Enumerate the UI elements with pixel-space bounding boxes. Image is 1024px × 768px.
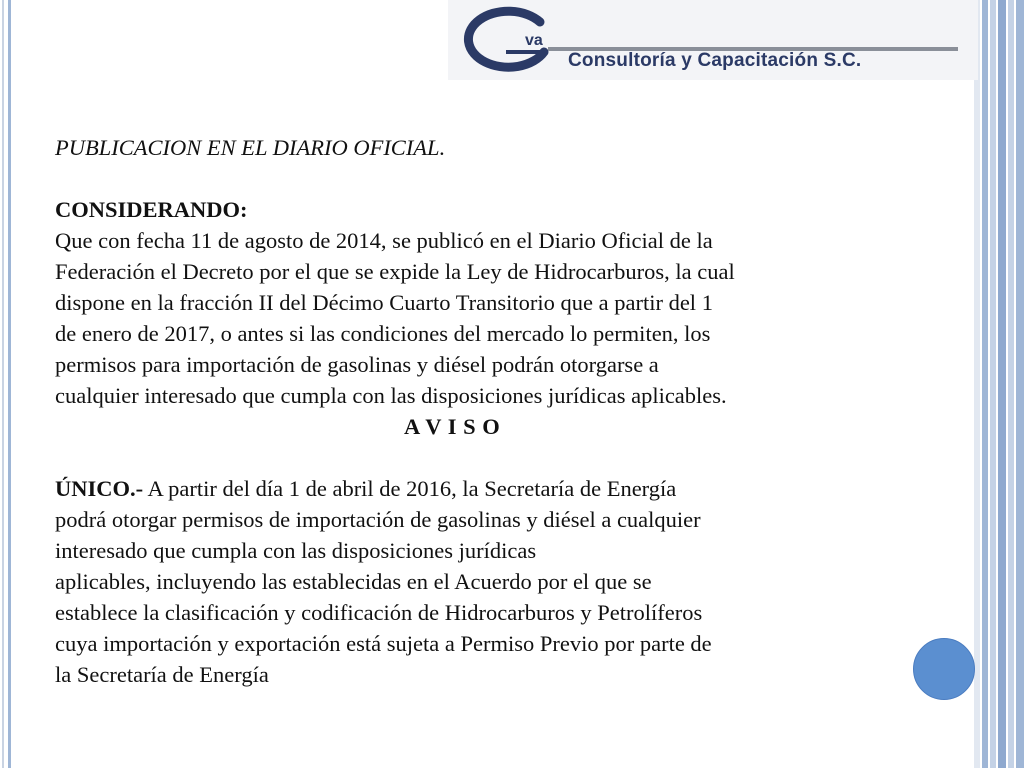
unico-first-line [55,473,955,504]
aviso-heading: A V I S O [404,414,501,439]
unico-line: podrá otorgar permisos de importación de gasolinas y diésel a cualquier [55,507,701,532]
logo-initials: va [525,32,543,49]
unico-first-line-text: A partir del día 1 de abril de 2016, la Secretaría de Energía [143,476,677,501]
considerando-line: de enero de 2017, o antes si las condiciones del mercado lo permiten, los [55,321,711,346]
unico-line: cuya importación y exportación está sujeta a Permiso Previo por parte de [55,631,712,656]
considerando-line: cualquier interesado que cumpla con las disposiciones jurídicas aplicables. [55,383,727,408]
unico-line: la Secretaría de Energía [55,662,269,687]
considerando-line: dispone en la fracción II del Décimo Cuarto Transitorio que a partir del 1 [55,290,713,315]
considerando-heading: CONSIDERANDO: [55,197,248,222]
right-border-decoration [974,0,1024,768]
unico-label: ÚNICO.- [55,476,144,501]
left-border-decoration [0,0,14,768]
considerando-line: Federación el Decreto por el que se expide la Ley de Hidrocarburos, la cual [55,259,735,284]
considerando-line: permisos para importación de gasolinas y diésel podrán otorgarse a [55,352,659,377]
company-logo [448,0,978,80]
unico-line: establece la clasificación y codificación de Hidrocarburos y Petrolíferos [55,600,703,625]
unico-line: interesado que cumpla con las disposiciones jurídicas [55,538,537,563]
company-name: Consultoría y Capacitación S.C. [568,50,862,71]
document-body [55,132,955,690]
unico-line: aplicables, incluyendo las establecidas en el Acuerdo por el que se [55,569,652,594]
publication-heading: PUBLICACION EN EL DIARIO OFICIAL. [55,135,446,160]
considerando-line: Que con fecha 11 de agosto de 2014, se publicó en el Diario Oficial de la [55,228,713,253]
